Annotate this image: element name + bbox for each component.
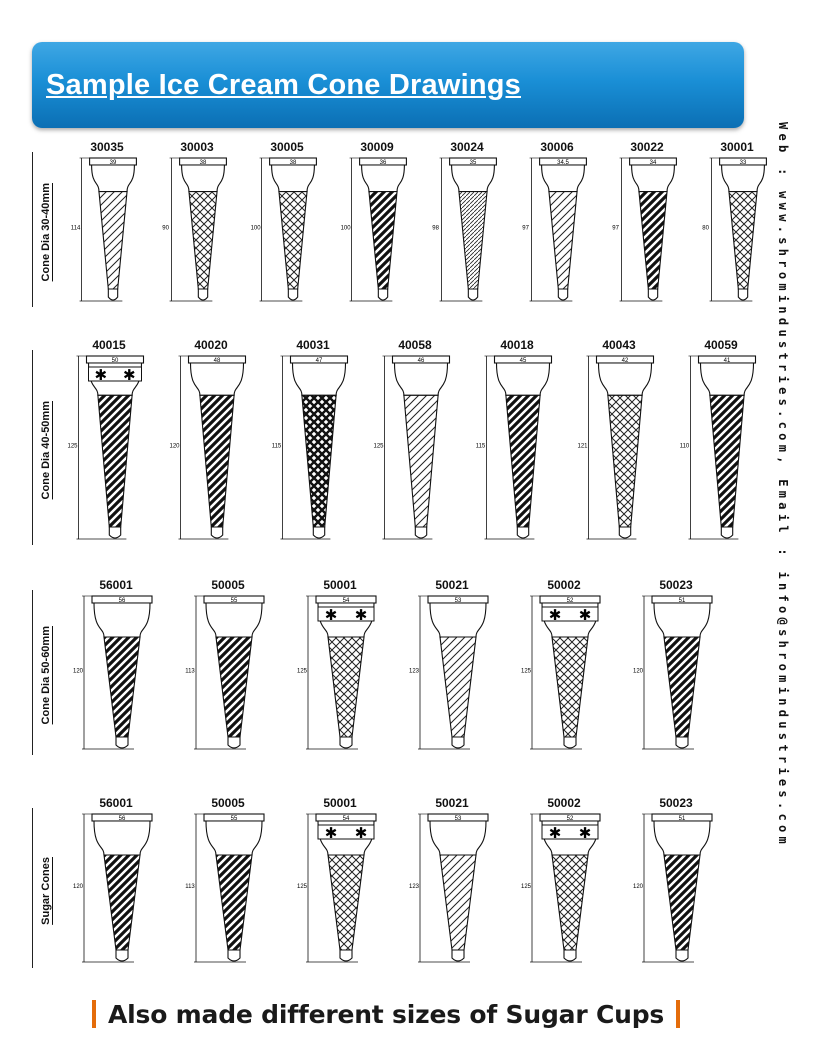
cone-code-label: 30024 [450,140,484,154]
cone-code-label: 50021 [435,578,469,592]
top-diameter-label: 50 [111,358,119,364]
cone-code-label: 30005 [270,140,304,154]
top-diameter-label: 45 [519,358,527,364]
cone-sketch [284,578,396,773]
cone-drawing-30022 [602,140,692,325]
row-label-text: Sugar Cones [40,857,52,925]
cone-sketch [172,578,284,773]
height-dimension-label: 80 [702,225,709,232]
top-diameter-label: 55 [230,816,238,822]
cone-code-label: 50023 [659,578,693,592]
cone-code-label: 50002 [547,796,581,810]
footer-text: Also made different sizes of Sugar Cups [108,999,665,1029]
cone-code-label: 50001 [323,578,357,592]
cone-code-label: 40020 [194,338,228,352]
top-diameter-label: 55 [230,598,238,604]
cone-code-label: 50002 [547,578,581,592]
cone-code-label: 40031 [296,338,330,352]
top-diameter-label: 56 [118,598,126,604]
star-mark: ✱ [354,606,368,624]
height-dimension-label: 125 [520,884,532,890]
height-dimension-label: 125 [373,443,384,450]
cone-sketch [160,338,262,563]
cone-drawing-56001 [60,796,172,986]
cone-sketch [62,140,152,325]
row-label-text: Cone Dia 40-50mm [40,401,52,500]
cone-drawing-40018 [466,338,568,563]
cone-code-label: 50023 [659,796,693,810]
top-diameter-label: 47 [315,358,323,364]
cone-drawing-56001 [60,578,172,773]
height-dimension-label: 97 [522,225,529,232]
height-dimension-label: 113 [185,668,195,675]
top-diameter-label: 54 [342,816,350,822]
cone-drawing-40031 [262,338,364,563]
cone-drawing-40015 [58,338,160,563]
cone-sketch [466,338,568,563]
cone-drawing-40043 [568,338,670,563]
cone-sketch [172,796,284,986]
top-diameter-label: 34.5 [557,160,569,166]
cone-drawing-30006 [512,140,602,325]
height-dimension-label: 125 [296,668,308,675]
top-diameter-label: 53 [454,598,462,604]
cone-drawing-50021 [396,796,508,986]
star-mark: ✱ [548,824,562,842]
footer-left-bar [92,1000,96,1028]
footer-banner [92,996,680,1032]
cone-code-label: 50005 [211,796,245,810]
star-mark: ✱ [324,606,338,624]
cone-sketch [602,140,692,325]
cone-sketch [396,578,508,773]
height-dimension-label: 125 [296,884,308,890]
height-dimension-label: 97 [612,225,619,232]
top-diameter-label: 34 [649,160,657,166]
top-diameter-label: 46 [417,358,425,364]
top-diameter-label: 52 [566,816,574,822]
height-dimension-label: 110 [679,443,690,450]
cone-code-label: 40058 [398,338,432,352]
cone-drawing-30009 [332,140,422,325]
cone-sketch [508,578,620,773]
cone-sketch [670,338,772,563]
page-title: Sample Ice Cream Cone Drawings [46,69,521,101]
star-mark: ✱ [122,366,136,384]
cone-sketch [692,140,782,325]
cone-drawing-50002 [508,796,620,986]
cone-code-label: 30001 [720,140,754,154]
cone-sketch [332,140,422,325]
height-dimension-label: 121 [577,443,588,450]
cone-drawing-50021 [396,578,508,773]
cone-drawing-50005 [172,796,284,986]
height-dimension-label: 98 [432,225,439,232]
row-label [34,348,58,553]
cone-drawing-30003 [152,140,242,325]
cone-sketch [422,140,512,325]
cone-code-label: 50005 [211,578,245,592]
star-mark: ✱ [578,824,592,842]
top-diameter-label: 52 [566,598,574,604]
cone-code-label: 30022 [630,140,664,154]
row-label-text: Cone Dia 50-60mm [40,626,52,725]
height-dimension-label: 114 [70,225,81,232]
cone-sketch [262,338,364,563]
height-dimension-label: 100 [250,225,261,232]
cone-code-label: 30009 [360,140,394,154]
top-diameter-label: 35 [469,160,477,166]
cone-sketch [242,140,332,325]
footer-right-bar [676,1000,680,1028]
row-label-text: Cone Dia 30-40mm [40,183,52,282]
cone-drawing-40058 [364,338,466,563]
cone-sketch [568,338,670,563]
top-diameter-label: 51 [678,816,686,822]
height-dimension-label: 120 [72,668,84,675]
cone-code-label: 40018 [500,338,534,352]
top-diameter-label: 33 [739,160,747,166]
row-divider [32,590,33,755]
height-dimension-label: 120 [632,668,644,675]
title-banner [32,42,744,128]
cone-code-label: 30003 [180,140,214,154]
height-dimension-label: 120 [169,443,180,450]
cone-sketch [152,140,242,325]
star-mark: ✱ [354,824,368,842]
height-dimension-label: 113 [185,884,195,890]
top-diameter-label: 42 [621,358,629,364]
cone-sketch [284,796,396,986]
height-dimension-label: 90 [162,225,169,232]
row-label [34,150,58,315]
row-label [34,806,58,976]
height-dimension-label: 125 [520,668,532,675]
cone-code-label: 56001 [99,578,133,592]
star-mark: ✱ [324,824,338,842]
cone-drawing-40059 [670,338,772,563]
height-dimension-label: 125 [67,443,78,450]
height-dimension-label: 120 [632,884,644,890]
row-divider [32,152,33,307]
cone-sketch [620,578,732,773]
cone-code-label: 50001 [323,796,357,810]
cone-drawing-40020 [160,338,262,563]
cone-code-label: 56001 [99,796,133,810]
height-dimension-label: 100 [340,225,351,232]
cone-code-label: 40015 [92,338,126,352]
cone-drawing-30024 [422,140,512,325]
top-diameter-label: 38 [199,160,207,166]
cone-drawing-50023 [620,796,732,986]
height-dimension-label: 115 [271,443,282,450]
top-diameter-label: 38 [289,160,297,166]
cone-code-label: 30035 [90,140,124,154]
cone-drawing-50002 [508,578,620,773]
top-diameter-label: 53 [454,816,462,822]
contact-text: Web : www.shromindustries.com, Email : info@shromindustries.com [776,122,790,849]
star-mark: ✱ [548,606,562,624]
height-dimension-label: 115 [475,443,486,450]
cone-drawing-50023 [620,578,732,773]
cone-sketch [396,796,508,986]
cone-sketch [58,338,160,563]
cone-sketch [364,338,466,563]
cone-drawing-30001 [692,140,782,325]
cone-sketch [60,578,172,773]
height-dimension-label: 120 [72,884,84,890]
top-diameter-label: 51 [678,598,686,604]
cone-drawing-30035 [62,140,152,325]
cone-sketch [620,796,732,986]
star-mark: ✱ [94,366,108,384]
cone-drawing-30005 [242,140,332,325]
cone-drawing-50001 [284,578,396,773]
row-label [34,588,58,763]
top-diameter-label: 48 [213,358,221,364]
height-dimension-label: 123 [408,884,420,890]
cone-sketch [60,796,172,986]
row-divider [32,808,33,968]
cone-drawing-50001 [284,796,396,986]
star-mark: ✱ [578,606,592,624]
cone-code-label: 50021 [435,796,469,810]
height-dimension-label: 123 [408,668,420,675]
cone-code-label: 40043 [602,338,636,352]
top-diameter-label: 36 [379,160,387,166]
row-divider [32,350,33,545]
top-diameter-label: 54 [342,598,350,604]
cone-code-label: 30006 [540,140,574,154]
cone-drawing-50005 [172,578,284,773]
cone-sketch [508,796,620,986]
top-diameter-label: 56 [118,816,126,822]
cone-code-label: 40059 [704,338,738,352]
top-diameter-label: 41 [723,358,731,364]
top-diameter-label: 39 [109,160,117,166]
cone-sketch [512,140,602,325]
